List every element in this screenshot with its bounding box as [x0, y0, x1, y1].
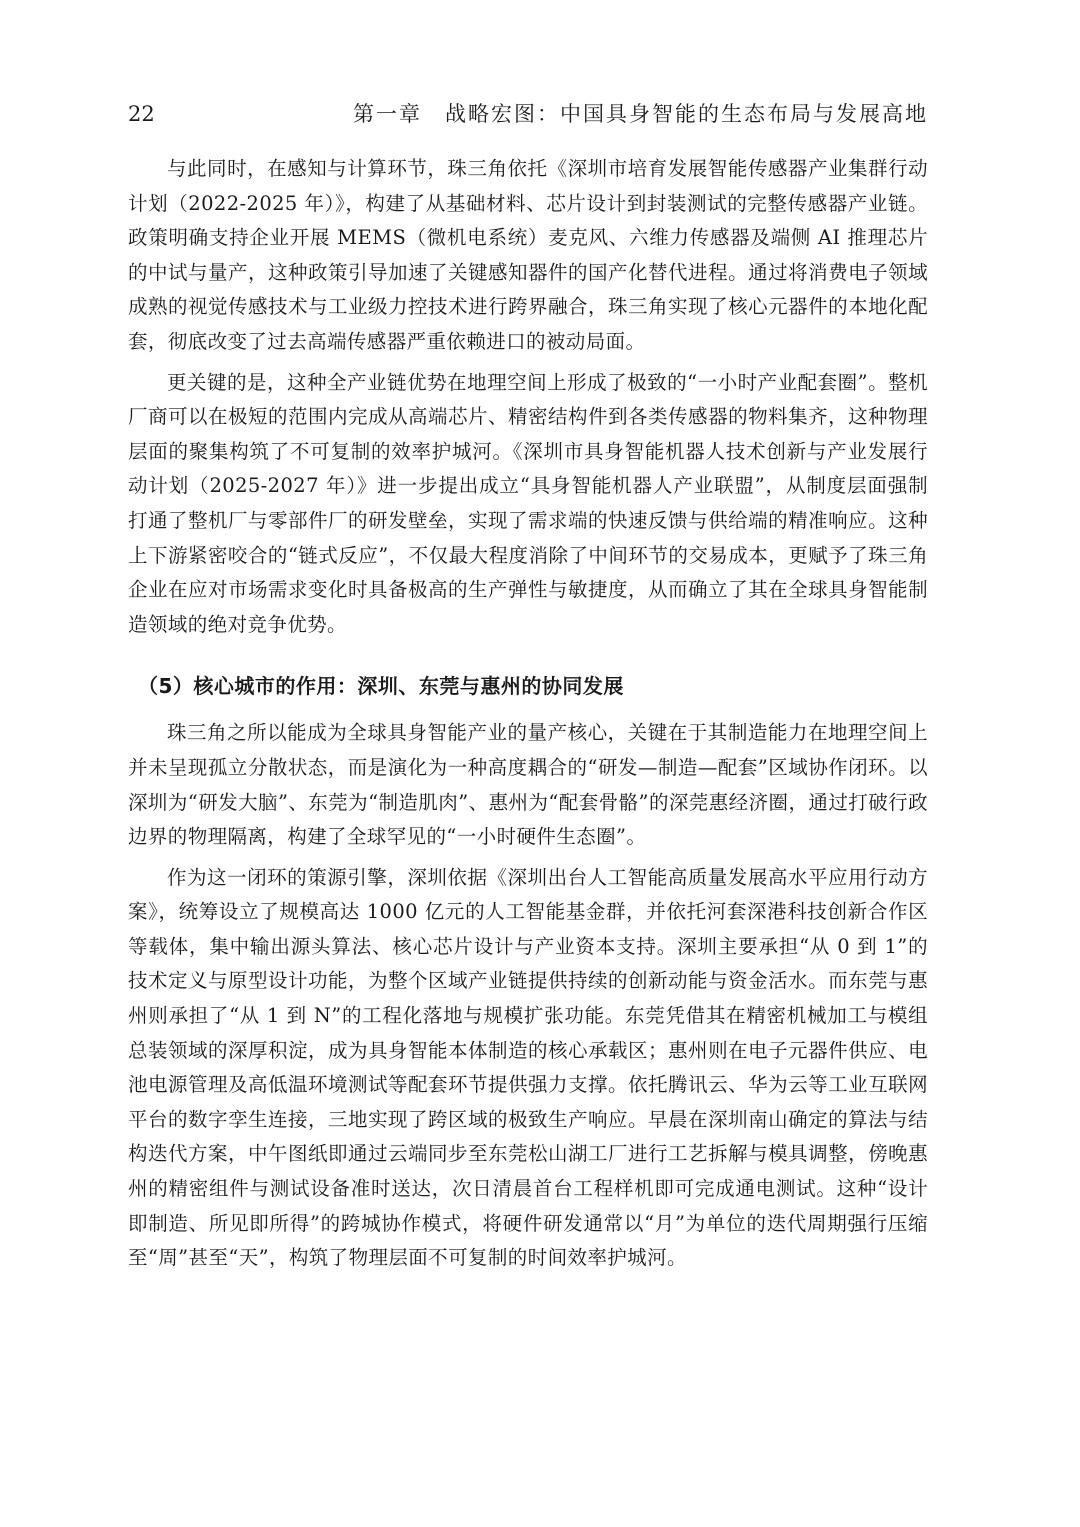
paragraph: 更关键的是，这种全产业链优势在地理空间上形成了极致的“一小时产业配套圈”。整机厂商可以在极短的范围内完成从高端芯片、精密结构件到各类传感器的物料集齐，这种物理层面的聚集构筑了不可复制的效率护城河。《深圳市具身智能机器人技术创新与产业发展行动计划（2025-2027 年）》进一步提出成立“具身智能机器人产业联盟”，从制度层面强制打通了整机厂与零部件厂的研发壁垒，实现了需求端的快速反馈与供给端的精准响应。这种上下游紧密咬合的“链式反应”，不仅最大程度消除了中间环节的交易成本，更赋予了珠三角企业在应对市场需求变化时具备极高的生产弹性与敏捷度，从而确立了其在全球具身智能制造领域的绝对竞争优势。	[128, 370, 928, 636]
paragraph: 作为这一闭环的策源引擎，深圳依据《深圳出台人工智能高质量发展高水平应用行动方案》，统筹设立了规模高达 1000 亿元的人工智能基金群，并依托河套深港科技创新合作区等载体，集中输出源头算法、核心芯片设计与产业资本支持。深圳主要承担“从 0 到 1”的技术定义与原型设计功能，为整个区域产业链提供持续的创新动能与资金活水。而东莞与惠州则承担了“从 1 到 N”的工程化落地与规模扩张功能。东莞凭借其在精密机械加工与模组总装领域的深厚积淀，成为具身智能本体制造的核心承载区；惠州则在电子元器件供应、电池电源管理及高低温环境测试等配套环节提供强力支撑。依托腾讯云、华为云等工业互联网平台的数字孪生连接，三地实现了跨区域的极致生产响应。早晨在深圳南山确定的算法与结构迭代方案，中午图纸即通过云端同步至东莞松山湖工厂进行工艺拆解与模具调整，傍晚惠州的精密组件与测试设备准时送达，次日清晨首台工程样机即可完成通电测试。这种“设计即制造、所见即所得”的跨城协作模式，将硬件研发通常以“月”为单位的迭代周期强行压缩至“周”甚至“天”，构筑了物理层面不可复制的时间效率护城河。	[128, 865, 928, 1270]
body-text	[128, 152, 928, 1282]
paragraph: 与此同时，在感知与计算环节，珠三角依托《深圳市培育发展智能传感器产业集群行动计划（2022-2025 年）》，构建了从基础材料、芯片设计到封装测试的完整传感器产业链。政策明确支持企业开展 MEMS（微机电系统）麦克风、六维力传感器及端侧 AI 推理芯片的中试与量产，这种政策引导加速了关键感知器件的国产化替代进程。通过将消费电子领域成熟的视觉传感技术与工业级力控技术进行跨界融合，珠三角实现了核心元器件的本地化配套，彻底改变了过去高端传感器严重依赖进口的被动局面。	[128, 157, 928, 353]
running-header	[128, 98, 928, 132]
section-heading: （5）核心城市的作用：深圳、东莞与惠州的协同发展	[138, 674, 624, 699]
paragraph: 珠三角之所以能成为全球具身智能产业的量产核心，关键在于其制造能力在地理空间上并未呈现孤立分散状态，而是演化为一种高度耦合的“研发—制造—配套”区域协作闭环。以深圳为“研发大脑”、东莞为“制造肌肉”、惠州为“配套骨骼”的深莞惠经济圈，通过打破行政边界的物理隔离，构建了全球罕见的“一小时硬件生态圈”。	[128, 721, 928, 849]
chapter-title: 第一章 战略宏图：中国具身智能的生态布局与发展高地	[353, 102, 928, 126]
page-number: 22	[128, 102, 155, 126]
